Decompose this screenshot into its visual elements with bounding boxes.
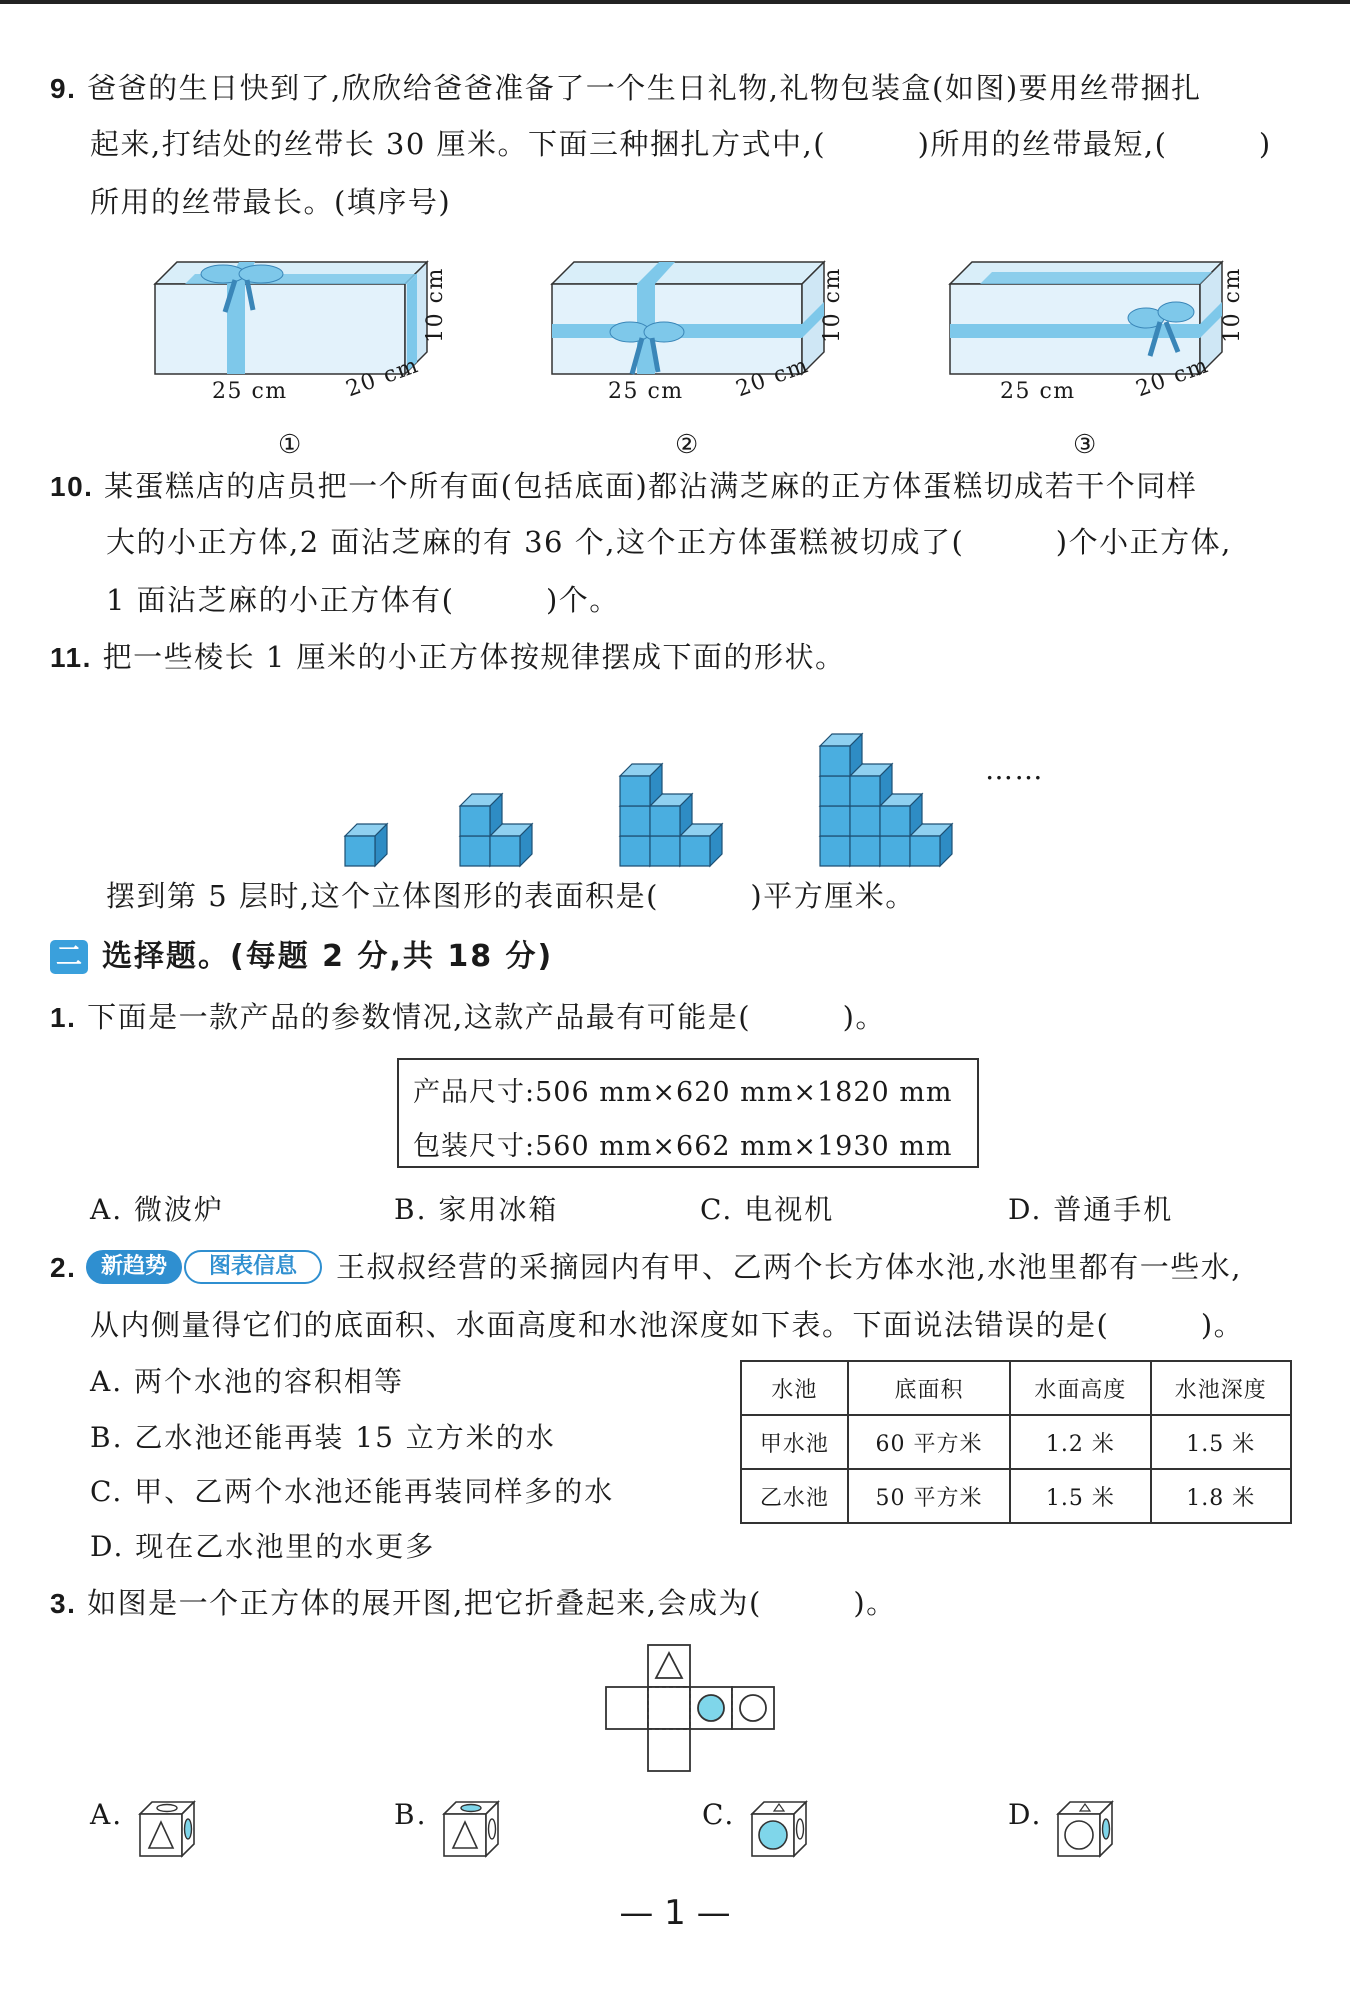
product-size: 产品尺寸:506 mm×620 mm×1820 mm [413, 1077, 953, 1108]
table-cell: 乙水池 [741, 1469, 848, 1523]
cube-net-figure [600, 1640, 780, 1780]
cube-stack-figures [330, 688, 1010, 868]
mc1-option-c: C. 电视机 [700, 1193, 835, 1226]
fig2-caption: ② [675, 430, 700, 460]
net-face-left [606, 1687, 648, 1729]
option-b-cube [442, 1800, 504, 1860]
mc2-line1: 王叔叔经营的采摘园内有甲、乙两个长方体水池,水池里都有一些水, [336, 1250, 1242, 1284]
q9-number: 9. [50, 73, 77, 104]
fig1-length-label: 25 cm [212, 379, 288, 404]
q11-line2: 摆到第 5 层时,这个立体图形的表面积是( )平方厘米。 [106, 879, 916, 913]
filled-circle-icon [698, 1695, 724, 1721]
q9-line2: 起来,打结处的丝带长 30 厘米。下面三种捆扎方式中,( )所用的丝带最短,( ) [90, 127, 1272, 161]
fig1-caption: ① [278, 430, 303, 460]
mc2-option-a: A. 两个水池的容积相等 [90, 1365, 405, 1398]
fig2-length-label: 25 cm [608, 379, 684, 404]
mc3-number: 3. [50, 1588, 77, 1619]
mc1-text: 下面是一款产品的参数情况,这款产品最有可能是( )。 [87, 1000, 886, 1034]
mc3-option-c-label: C. [702, 1798, 736, 1831]
water-pool-table [740, 1360, 1292, 1524]
unit-cube [460, 794, 502, 836]
table-cell: 1.5 米 [1010, 1469, 1150, 1523]
mc3-option-a-label: A. [90, 1798, 124, 1831]
q10-line2: 大的小正方体,2 面沾芝麻的有 36 个,这个正方体蛋糕被切成了( )个小正方体, [106, 525, 1232, 559]
table-row [741, 1469, 1291, 1523]
q10-text1: 某蛋糕店的店员把一个所有面(包括底面)都沾满芝麻的正方体蛋糕切成若干个同样 [104, 469, 1198, 503]
fig2-height-label: 10 cm [819, 267, 845, 343]
q11-text1: 把一些棱长 1 厘米的小正方体按规律摆成下面的形状。 [102, 640, 846, 674]
mc3-text: 如图是一个正方体的展开图,把它折叠起来,会成为( )。 [87, 1586, 897, 1620]
mc1-stem [50, 997, 886, 1038]
table-header: 底面积 [848, 1361, 1010, 1415]
net-face-center [648, 1687, 690, 1729]
fig1-width-label: 20 cm [342, 352, 423, 403]
circle-icon [740, 1695, 766, 1721]
package-size: 包装尺寸:560 mm×662 mm×1930 mm [413, 1131, 953, 1162]
table-header-row [741, 1361, 1291, 1415]
net-face-bottom [648, 1729, 690, 1771]
option-c-cube [750, 1800, 812, 1860]
q10-line3: 1 面沾芝麻的小正方体有( )个。 [106, 583, 620, 617]
q11-line1 [50, 637, 846, 678]
mc3-option-b-label: B. [394, 1798, 428, 1831]
q11-ellipsis: …… [985, 753, 1044, 786]
table-header: 水池 [741, 1361, 848, 1415]
section-badge: 二 [50, 940, 88, 974]
table-cell: 1.5 米 [1151, 1415, 1291, 1469]
fig3-height-label: 10 cm [1219, 267, 1245, 343]
fig3-caption: ③ [1073, 430, 1098, 460]
table-header: 水池深度 [1151, 1361, 1291, 1415]
table-cell: 60 平方米 [848, 1415, 1010, 1469]
unit-cube [620, 764, 662, 806]
fig3-width-label: 20 cm [1132, 352, 1213, 403]
unit-cube [820, 734, 862, 776]
tag-chart-info: 图表信息 [184, 1250, 322, 1284]
table-cell: 甲水池 [741, 1415, 848, 1469]
page-number: — 1 — [619, 1893, 731, 1933]
table-cell: 1.8 米 [1151, 1469, 1291, 1523]
mc3-stem [50, 1583, 897, 1624]
table-row [741, 1415, 1291, 1469]
q9-line3: 所用的丝带最长。(填序号) [90, 185, 452, 219]
mc1-number: 1. [50, 1002, 77, 1033]
table-cell: 50 平方米 [848, 1469, 1010, 1523]
mc3-option-d-label: D. [1008, 1798, 1043, 1831]
q10-number: 10. [50, 471, 94, 502]
q11-number: 11. [50, 642, 92, 673]
mc2-option-d: D. 现在乙水池里的水更多 [90, 1530, 436, 1563]
mc2-number-wrap [50, 1247, 76, 1288]
option-d-cube [1056, 1800, 1118, 1860]
mc2-line2: 从内侧量得它们的底面积、水面高度和水池深度如下表。下面说法错误的是( )。 [90, 1308, 1245, 1342]
mc2-number: 2. [50, 1252, 77, 1283]
tag-new-trend: 新趋势 [86, 1250, 182, 1284]
fig3-length-label: 25 cm [1000, 379, 1076, 404]
mc1-option-d: D. 普通手机 [1008, 1193, 1174, 1226]
q9-text1: 爸爸的生日快到了,欣欣给爸爸准备了一个生日礼物,礼物包装盒(如图)要用丝带捆扎 [87, 71, 1202, 105]
table-cell: 1.2 米 [1010, 1415, 1150, 1469]
q9-line1 [50, 68, 1202, 109]
mc2-option-c: C. 甲、乙两个水池还能再装同样多的水 [90, 1475, 615, 1508]
mc1-option-b: B. 家用冰箱 [394, 1193, 559, 1226]
unit-cube [345, 824, 387, 866]
section-title: 选择题。(每题 2 分,共 18 分) [102, 939, 554, 974]
option-a-cube [138, 1800, 200, 1860]
q10-line1 [50, 466, 1197, 507]
product-param-box [397, 1058, 979, 1168]
table-header: 水面高度 [1010, 1361, 1150, 1415]
fig2-width-label: 20 cm [732, 352, 813, 403]
page-top-rule [0, 0, 1350, 4]
mc1-option-a: A. 微波炉 [90, 1193, 225, 1226]
mc2-option-b: B. 乙水池还能再装 15 立方米的水 [90, 1421, 556, 1454]
fig1-height-label: 10 cm [422, 267, 448, 343]
